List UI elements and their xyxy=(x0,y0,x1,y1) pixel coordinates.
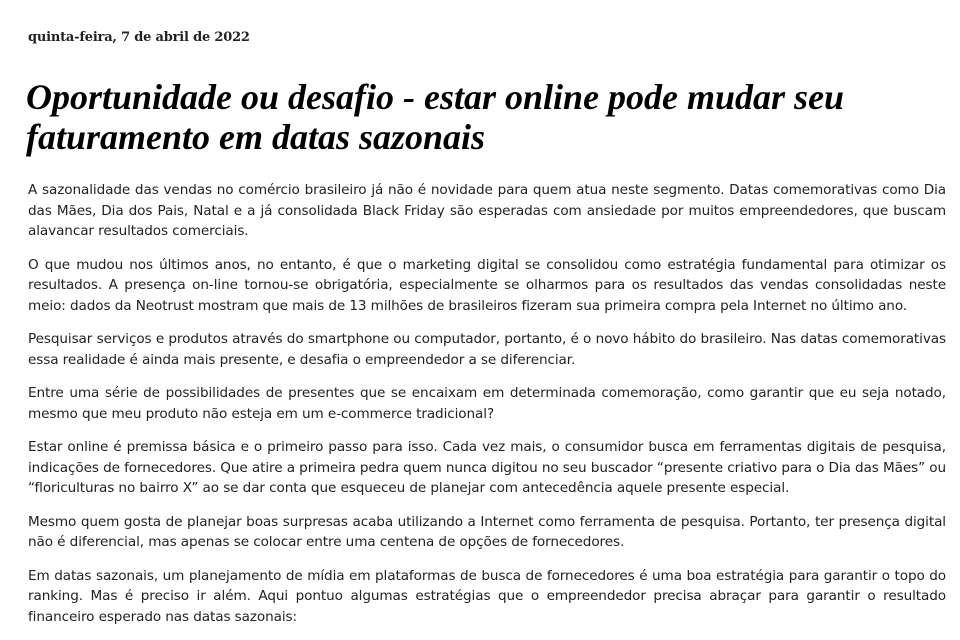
post-paragraph: A sazonalidade das vendas no comércio brasileiro já não é novidade para quem atua neste segmento. Datas comemorativas como Dia das Mães, Dia dos Pais, Natal e a já consolidada Black Friday são esperadas com ansiedade por muitos empreendedores, que buscam alavancar resultados comerciais. xyxy=(28,182,946,239)
post-paragraph: Em datas sazonais, um planejamento de mídia em plataformas de busca de fornecedores é uma boa estratégia para garantir o topo do ranking. Mas é preciso ir além. Aqui pontuo algumas estratégias que o empreendedor precisa abraçar para garantir o resultado financeiro esperado nas datas sazonais: xyxy=(28,567,946,625)
post-paragraph: Mesmo quem gosta de planejar boas surpresas acaba utilizando a Internet como ferramenta de pesquisa. Portanto, ter presença digital não é diferencial, mas apenas se colocar entre uma centena de opções de fornecedores. xyxy=(28,513,946,550)
post-paragraph: Pesquisar serviços e produtos através do smartphone ou computador, portanto, é o novo hábito do brasileiro. Nas datas comemorativas essa realidade é ainda mais presente, e desafia o empreendedor a se diferenciar. xyxy=(28,331,946,368)
post-paragraph: Entre uma série de possibilidades de presentes que se encaixam em determinada comemoração, como garantir que eu seja notado, mesmo que meu produto não esteja em um e-commerce tradicional? xyxy=(28,385,946,422)
post-body xyxy=(28,180,946,640)
post-title[interactable]: Oportunidade ou desafio - estar online pode mudar seu faturamento em datas sazonais xyxy=(26,77,845,157)
post-paragraph: Estar online é premissa básica e o primeiro passo para isso. Cada vez mais, o consumidor busca em ferramentas digitais de pesquisa, indicações de fornecedores. Que atire a primeira pedra quem nunca digitou no seu buscador “presente criativo para o Dia das Mães” ou “floriculturas no bairro X” ao se dar conta que esqueceu de planejar com antecedência aquele presente especial. xyxy=(28,439,946,496)
post-date: quinta-feira, 7 de abril de 2022 xyxy=(28,30,250,45)
post-paragraph: O que mudou nos últimos anos, no entanto, é que o marketing digital se consolidou como estratégia fundamental para otimizar os resultados. A presença on-line tornou-se obrigatória, especialmente se olharmos para os resultados das vendas consolidadas neste meio: dados da Neotrust mostram que mais de 13 milhões de brasileiros fizeram sua primeira compra pela Internet no último ano. xyxy=(28,256,946,314)
